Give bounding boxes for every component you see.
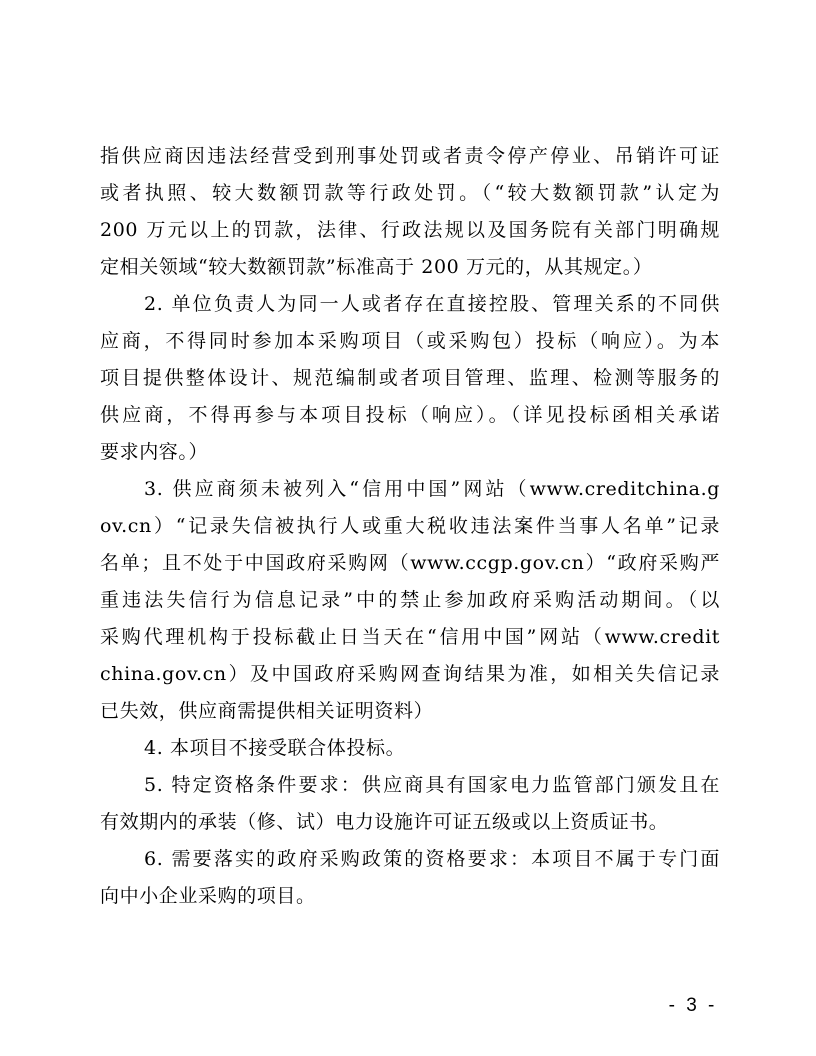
text-line: 采购代理机构于投标截止日当天在“信用中国”网站（www.credit — [100, 626, 720, 648]
text-line: 或者执照、较大数额罚款等行政处罚。（“较大数额罚款”认定为 — [100, 182, 720, 204]
text-line: 3. 供应商须未被列入“信用中国”网站（www.creditchina.g — [144, 478, 720, 500]
text-line: 2. 单位负责人为同一人或者存在直接控股、管理关系的不同供 — [144, 293, 720, 315]
text-line: 供应商，不得再参与本项目投标（响应）。（详见投标函相关承诺 — [100, 404, 720, 426]
text-line: 指供应商因违法经营受到刑事处罚或者责令停产停业、吊销许可证 — [100, 145, 720, 167]
text-line: 5. 特定资格条件要求：供应商具有国家电力监管部门颁发且在 — [144, 774, 720, 796]
text-line: 项目提供整体设计、规范编制或者项目管理、监理、检测等服务的 — [100, 367, 720, 389]
text-line: 要求内容。） — [100, 441, 209, 463]
text-line: 6. 需要落实的政府采购政策的资格要求：本项目不属于专门面 — [144, 848, 720, 870]
text-line: 向中小企业采购的项目。 — [100, 885, 316, 907]
text-line: 200 万元以上的罚款，法律、行政法规以及国务院有关部门明确规 — [100, 219, 720, 241]
text-line: 名单；且不处于中国政府采购网（www.ccgp.gov.cn）“政府采购严 — [100, 552, 720, 574]
body-text — [100, 138, 720, 915]
text-line: 有效期内的承装（修、试）电力设施许可证五级或以上资质证书。 — [100, 811, 669, 833]
text-line: 4. 本项目不接受联合体投标。 — [144, 737, 406, 759]
text-line: 重违法失信行为信息记录”中的禁止参加政府采购活动期间。（以 — [100, 589, 720, 611]
text-line: ov.cn）“记录失信被执行人或重大税收违法案件当事人名单”记录 — [100, 515, 720, 537]
text-line: 定相关领域“较大数额罚款”标准高于 200 万元的，从其规定。） — [100, 256, 653, 278]
text-line: 已失效，供应商需提供相关证明资料） — [100, 700, 434, 722]
text-line: 应商，不得同时参加本采购项目（或采购包）投标（响应）。为本 — [100, 330, 720, 352]
page-number: - 3 - — [668, 995, 718, 1016]
text-line: china.gov.cn）及中国政府采购网查询结果为准，如相关失信记录 — [100, 663, 720, 685]
